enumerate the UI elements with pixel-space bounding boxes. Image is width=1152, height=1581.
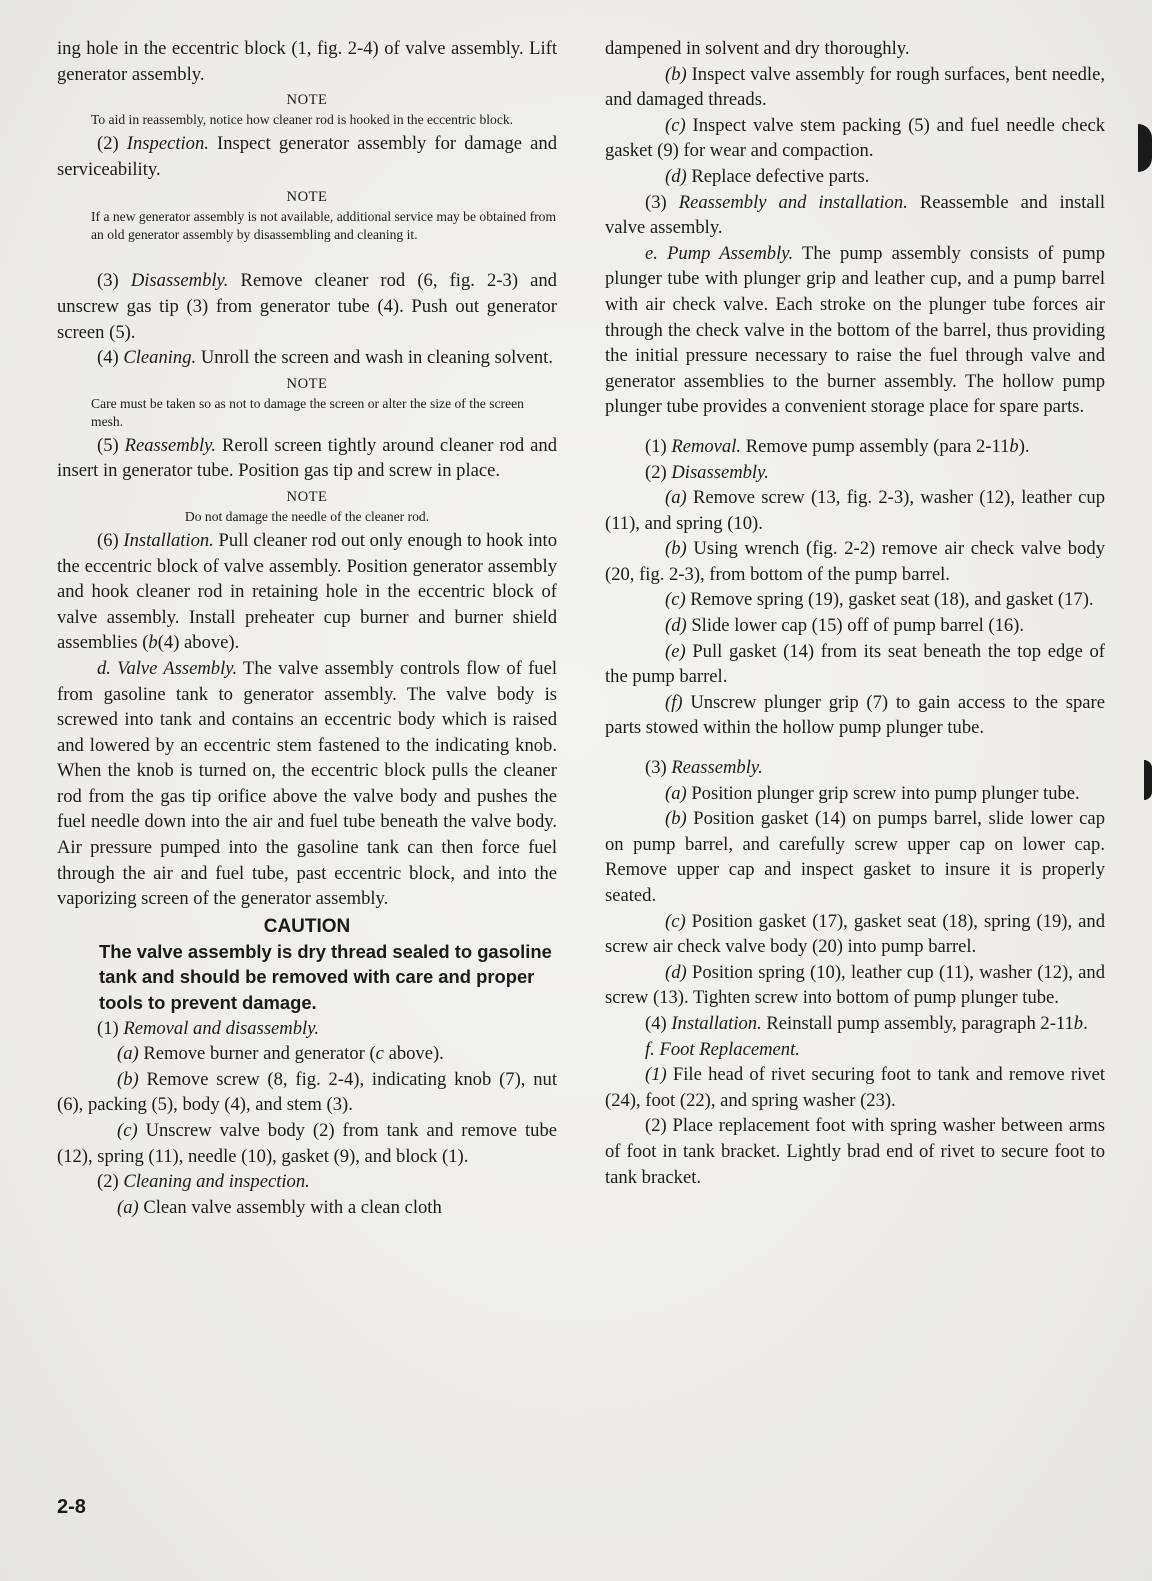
note-heading: NOTE — [286, 189, 328, 206]
paragraph: (2) Inspection. Inspect generator assembly for damage and serviceability. — [57, 133, 557, 180]
paragraph: (f) Unscrew plunger grip (7) to gain access to the spare parts stowed within the hollow pump plunger tube. — [605, 691, 1105, 739]
paragraph: (c) Unscrew valve body (2) from tank and remove tube (12), spring (11), needle (10), gasket (9), and block (1). — [57, 1120, 557, 1167]
paragraph: (d) Position spring (10), leather cup (11), washer (12), and screw (13). Tighten screw into bottom of pump plunger tube. — [605, 961, 1105, 1009]
subheading: Pump Assembly. — [667, 242, 794, 264]
paragraph: ing hole in the eccentric block (1, fig. 2-4) of valve assembly. Lift generator assembly. — [57, 38, 557, 85]
caution-heading: CAUTION — [263, 915, 351, 937]
paragraph: (4) Installation. Reinstall pump assembly, paragraph 2-11b. — [645, 1012, 1088, 1034]
paragraph: (a) Clean valve assembly with a clean cloth — [117, 1196, 442, 1218]
paragraph: (a) Remove screw (13, fig. 2-3), washer (12), leather cup (11), and spring (10). — [605, 487, 1105, 534]
paragraph: (a) Position plunger grip screw into pump plunger tube. — [665, 782, 1080, 804]
paragraph: (1) Removal. Remove pump assembly (para 2-11b). — [645, 435, 1030, 457]
paragraph: d. Valve Assembly. The valve assembly controls flow of fuel from gasoline tank to generator assembly. The valve body is screwed into tank and contains an eccentric body which is raised and lowered by an eccentric stem fastened to the indicating knob. When the knob is turned on, the eccentric block pulls the cleaner rod from the gas tip orifice above the valve body and pushes the fuel needle down into the air and fuel tube beneath the valve body. Air pressure pumped into the gasoline tank can then force fuel through the air and fuel tube, past eccentric block, and into the vaporizing screen of the generator assembly. — [57, 657, 557, 910]
paragraph: (1) Removal and disassembly. — [97, 1017, 320, 1039]
subheading: Reassembly and installation. — [678, 191, 908, 213]
right-column — [605, 36, 1105, 1190]
paragraph: (c) Inspect valve stem packing (5) and fuel needle check gasket (9) for wear and compaction. — [605, 114, 1105, 162]
note-text: To aid in reassembly, notice how cleaner rod is hooked in the eccentric block. — [91, 112, 514, 128]
paragraph: (3) Reassembly and installation. Reassemble and install valve assembly. — [605, 191, 1105, 239]
subheading: Reassembly. — [671, 757, 763, 779]
paragraph: (6) Installation. Pull cleaner rod out only enough to hook into the eccentric block of valve assembly. Position generator assembly and hook cleaner rod in retaining hole in the eccentric block of valve assembly. Install preheater cup burner and burner shield assemblies (b(4) above). — [57, 529, 557, 654]
paragraph: (3) Reassembly. — [645, 757, 763, 779]
paragraph: (c) Position gasket (17), gasket seat (18), spring (19), and screw air check valve body (20) into pump barrel. — [605, 910, 1105, 958]
note-text: Care must be taken so as not to damage the screen or alter the size of the screen mesh. — [91, 395, 524, 429]
note-heading: NOTE — [286, 92, 328, 109]
paragraph: (2) Disassembly. — [645, 461, 769, 483]
note-heading: NOTE — [286, 375, 328, 392]
subheading: Cleaning. — [123, 347, 197, 369]
paragraph: (c) Remove spring (19), gasket seat (18), and gasket (17). — [665, 589, 1094, 611]
paragraph: (4) Cleaning. Unroll the screen and wash in cleaning solvent. — [97, 347, 553, 369]
paragraph: (b) Position gasket (14) on pumps barrel, slide lower cap on pump barrel, and carefully screw upper cap on lower cap. Remove upper cap and inspect gasket to insure it is properly seated. — [605, 808, 1105, 906]
caution-text: The valve assembly is dry thread sealed to gasoline tank and should be removed with care and proper tools to prevent damage. — [99, 940, 552, 1014]
subheading: Reassembly. — [124, 434, 217, 456]
note-heading: NOTE — [286, 488, 328, 505]
left-column — [57, 36, 557, 1220]
note-text: Do not damage the needle of the cleaner rod. — [184, 508, 430, 524]
subheading: Removal and disassembly. — [123, 1017, 320, 1039]
paragraph: (b) Inspect valve assembly for rough surfaces, bent needle, and damaged threads. — [605, 63, 1105, 111]
note-text: If a new generator assembly is not available, additional service may be obtained from an old generator assembly by disassembling and cleaning it. — [91, 209, 557, 243]
subheading: Installation. — [671, 1012, 762, 1034]
paragraph: f. Foot Replacement. — [645, 1038, 800, 1060]
binder-hole-mark — [1144, 760, 1152, 800]
subheading: Installation. — [123, 529, 214, 551]
subheading: Inspection. — [126, 133, 209, 155]
paragraph: (b) Remove screw (8, fig. 2-4), indicating knob (7), nut (6), packing (5), body (4), and stem (3). — [57, 1068, 557, 1116]
paragraph: (5) Reassembly. Reroll screen tightly around cleaner rod and insert in generator tube. Position gas tip and screw in place. — [57, 434, 557, 482]
paragraph: (3) Disassembly. Remove cleaner rod (6, fig. 2-3) and unscrew gas tip (3) from generator tube (4). Push out generator screen (5). — [57, 270, 557, 343]
paragraph: (d) Replace defective parts. — [665, 165, 870, 187]
paragraph: dampened in solvent and dry thoroughly. — [605, 38, 910, 59]
paragraph: (e) Pull gasket (14) from its seat beneath the top edge of the pump barrel. — [605, 640, 1105, 688]
paragraph: (d) Slide lower cap (15) off of pump barrel (16). — [665, 615, 1025, 637]
subheading: Removal. — [671, 435, 742, 457]
paragraph: (2) Cleaning and inspection. — [97, 1171, 310, 1193]
subheading: Valve Assembly. — [117, 657, 238, 679]
subheading: Disassembly. — [130, 270, 229, 292]
page-number: 2-8 — [57, 1496, 86, 1518]
subheading: Foot Replacement. — [659, 1038, 800, 1060]
binder-hole-mark — [1138, 124, 1152, 172]
paragraph: (1) File head of rivet securing foot to tank and remove rivet (24), foot (22), and spring washer (23). — [605, 1064, 1105, 1111]
subheading: Disassembly. — [671, 461, 769, 483]
paragraph: (b) Using wrench (fig. 2-2) remove air check valve body (20, fig. 2-3), from bottom of the pump barrel. — [605, 538, 1105, 585]
paragraph: (2) Place replacement foot with spring washer between arms of foot in tank bracket. Lightly brad end of rivet to secure foot to tank bracket. — [605, 1115, 1105, 1188]
paragraph: (a) Remove burner and generator (c above). — [117, 1043, 444, 1065]
subheading: Cleaning and inspection. — [123, 1171, 310, 1193]
paragraph: e. Pump Assembly. The pump assembly consists of pump plunger tube with plunger grip and leather cup, and a pump barrel with air check valve. Each stroke on the plunger tube forces air through the check valve in the bottom of the barrel, thus providing the initial pressure necessary to raise the fuel through valve and generator assemblies to the burner assembly. The hollow pump plunger tube provides a convenient storage place for spare parts. — [605, 242, 1105, 418]
